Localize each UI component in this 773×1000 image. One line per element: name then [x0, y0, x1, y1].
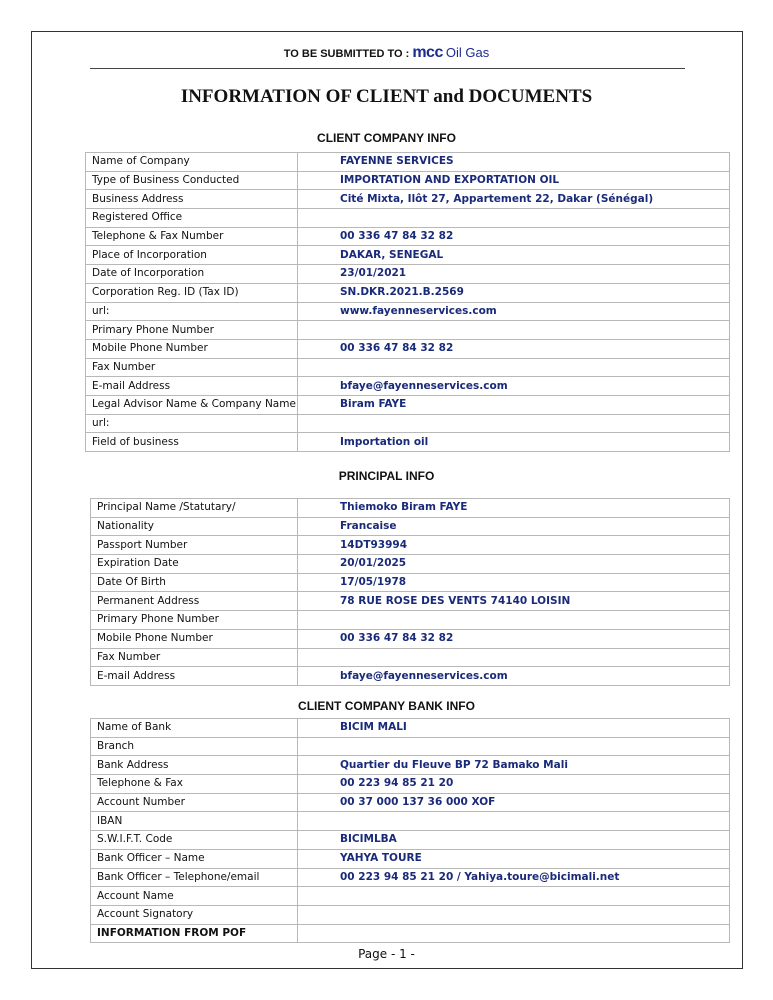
field-value [298, 812, 730, 831]
principal-row [91, 517, 730, 536]
bank-section-title: CLIENT COMPANY BANK INFO [298, 699, 475, 713]
field-value: 00 223 94 85 21 20 / Yahiya.toure@bicimali.net [298, 868, 730, 887]
field-value: Quartier du Fleuve BP 72 Bamako Mali [298, 756, 730, 775]
field-label: Legal Advisor Name & Company Name [86, 395, 298, 414]
field-label: Mobile Phone Number [86, 339, 298, 358]
bank-row [91, 905, 730, 924]
field-label: S.W.I.F.T. Code [91, 831, 298, 850]
field-value [298, 358, 730, 377]
field-value: DAKAR, SENEGAL [298, 246, 730, 265]
bank-row [91, 887, 730, 906]
submission-header [0, 44, 773, 62]
field-label: Telephone & Fax [91, 775, 298, 794]
principal-section-title: PRINCIPAL INFO [338, 469, 435, 483]
field-value: BICIM MALI [298, 719, 730, 738]
mcc-logo: mcc [412, 44, 443, 61]
client-company-row [86, 171, 730, 190]
field-value [298, 321, 730, 340]
field-label: Name of Bank [91, 719, 298, 738]
client-company-row [86, 414, 730, 433]
bank-row [91, 924, 730, 943]
field-label: Bank Officer – Telephone/email [91, 868, 298, 887]
field-label: url: [86, 414, 298, 433]
principal-row [91, 555, 730, 574]
bank-row [91, 756, 730, 775]
client-company-row [86, 209, 730, 228]
field-label: Principal Name /Statutary/ [91, 499, 298, 518]
field-value: 23/01/2021 [298, 265, 730, 284]
field-value [298, 737, 730, 756]
client-company-row [86, 377, 730, 396]
client-company-row [86, 283, 730, 302]
client-company-row [86, 190, 730, 209]
field-value: Francaise [298, 517, 730, 536]
field-value: SN.DKR.2021.B.2569 [298, 283, 730, 302]
field-value: 20/01/2025 [298, 555, 730, 574]
field-value: 00 223 94 85 21 20 [298, 775, 730, 794]
principal-row [91, 629, 730, 648]
field-value [298, 648, 730, 667]
field-label: INFORMATION FROM POF [91, 924, 298, 943]
field-label: Account Signatory [91, 905, 298, 924]
field-label: Fax Number [86, 358, 298, 377]
field-label: Type of Business Conducted [86, 171, 298, 190]
client-company-section-title: CLIENT COMPANY INFO [317, 131, 456, 145]
field-value [298, 414, 730, 433]
bank-row [91, 793, 730, 812]
field-value: 00 336 47 84 32 82 [298, 629, 730, 648]
field-value: 00 336 47 84 32 82 [298, 339, 730, 358]
field-label: Date Of Birth [91, 573, 298, 592]
client-company-row [86, 227, 730, 246]
bank-table [90, 718, 730, 943]
client-company-row [86, 358, 730, 377]
field-value: YAHYA TOURE [298, 849, 730, 868]
client-company-row [86, 321, 730, 340]
field-label: Permanent Address [91, 592, 298, 611]
principal-row [91, 573, 730, 592]
field-label: Mobile Phone Number [91, 629, 298, 648]
client-company-row [86, 433, 730, 452]
field-value: bfaye@fayenneservices.com [298, 377, 730, 396]
field-label: Corporation Reg. ID (Tax ID) [86, 283, 298, 302]
brand-name: Oil Gas [445, 45, 490, 60]
field-label: url: [86, 302, 298, 321]
field-label: IBAN [91, 812, 298, 831]
field-label: Field of business [86, 433, 298, 452]
field-label: Account Number [91, 793, 298, 812]
field-value: Biram FAYE [298, 395, 730, 414]
field-value: 78 RUE ROSE DES VENTS 74140 LOISIN [298, 592, 730, 611]
field-value: 00 37 000 137 36 000 XOF [298, 793, 730, 812]
client-company-row [86, 302, 730, 321]
client-company-row [86, 265, 730, 284]
field-label: Nationality [91, 517, 298, 536]
principal-row [91, 667, 730, 686]
field-value [298, 887, 730, 906]
field-value: Importation oil [298, 433, 730, 452]
field-label: Passport Number [91, 536, 298, 555]
field-value [298, 209, 730, 228]
field-label: Telephone & Fax Number [86, 227, 298, 246]
field-label: Fax Number [91, 648, 298, 667]
principal-row [91, 611, 730, 630]
header-divider [90, 68, 685, 69]
field-value: FAYENNE SERVICES [298, 153, 730, 172]
field-label: Registered Office [86, 209, 298, 228]
principal-row [91, 499, 730, 518]
field-label: Date of Incorporation [86, 265, 298, 284]
client-company-row [86, 153, 730, 172]
field-label: Primary Phone Number [86, 321, 298, 340]
submitted-to-label: TO BE SUBMITTED TO : [283, 48, 410, 60]
client-company-table [85, 152, 730, 452]
field-value: Cité Mixta, Ilôt 27, Appartement 22, Dakar (Sénégal) [298, 190, 730, 209]
bank-row [91, 737, 730, 756]
bank-row [91, 719, 730, 738]
principal-table [90, 498, 730, 686]
client-company-row [86, 246, 730, 265]
principal-row [91, 648, 730, 667]
field-value [298, 611, 730, 630]
principal-row [91, 536, 730, 555]
field-label: Name of Company [86, 153, 298, 172]
field-value: IMPORTATION AND EXPORTATION OIL [298, 171, 730, 190]
field-label: E-mail Address [91, 667, 298, 686]
field-value [298, 905, 730, 924]
client-company-row [86, 395, 730, 414]
field-label: Primary Phone Number [91, 611, 298, 630]
client-company-row [86, 339, 730, 358]
field-value: bfaye@fayenneservices.com [298, 667, 730, 686]
field-label: E-mail Address [86, 377, 298, 396]
field-value: www.fayenneservices.com [298, 302, 730, 321]
field-value: 17/05/1978 [298, 573, 730, 592]
principal-row [91, 592, 730, 611]
bank-row [91, 831, 730, 850]
bank-row [91, 812, 730, 831]
field-label: Business Address [86, 190, 298, 209]
field-label: Account Name [91, 887, 298, 906]
bank-row [91, 868, 730, 887]
field-label: Place of Incorporation [86, 246, 298, 265]
field-value: Thiemoko Biram FAYE [298, 499, 730, 518]
field-value: 14DT93994 [298, 536, 730, 555]
field-label: Bank Address [91, 756, 298, 775]
field-label: Expiration Date [91, 555, 298, 574]
bank-row [91, 849, 730, 868]
field-value: 00 336 47 84 32 82 [298, 227, 730, 246]
document-title: INFORMATION OF CLIENT and DOCUMENTS [180, 86, 593, 107]
page-number: Page - 1 - [358, 947, 415, 961]
field-label: Branch [91, 737, 298, 756]
field-value: BICIMLBA [298, 831, 730, 850]
field-value [298, 924, 730, 943]
field-label: Bank Officer – Name [91, 849, 298, 868]
bank-row [91, 775, 730, 794]
